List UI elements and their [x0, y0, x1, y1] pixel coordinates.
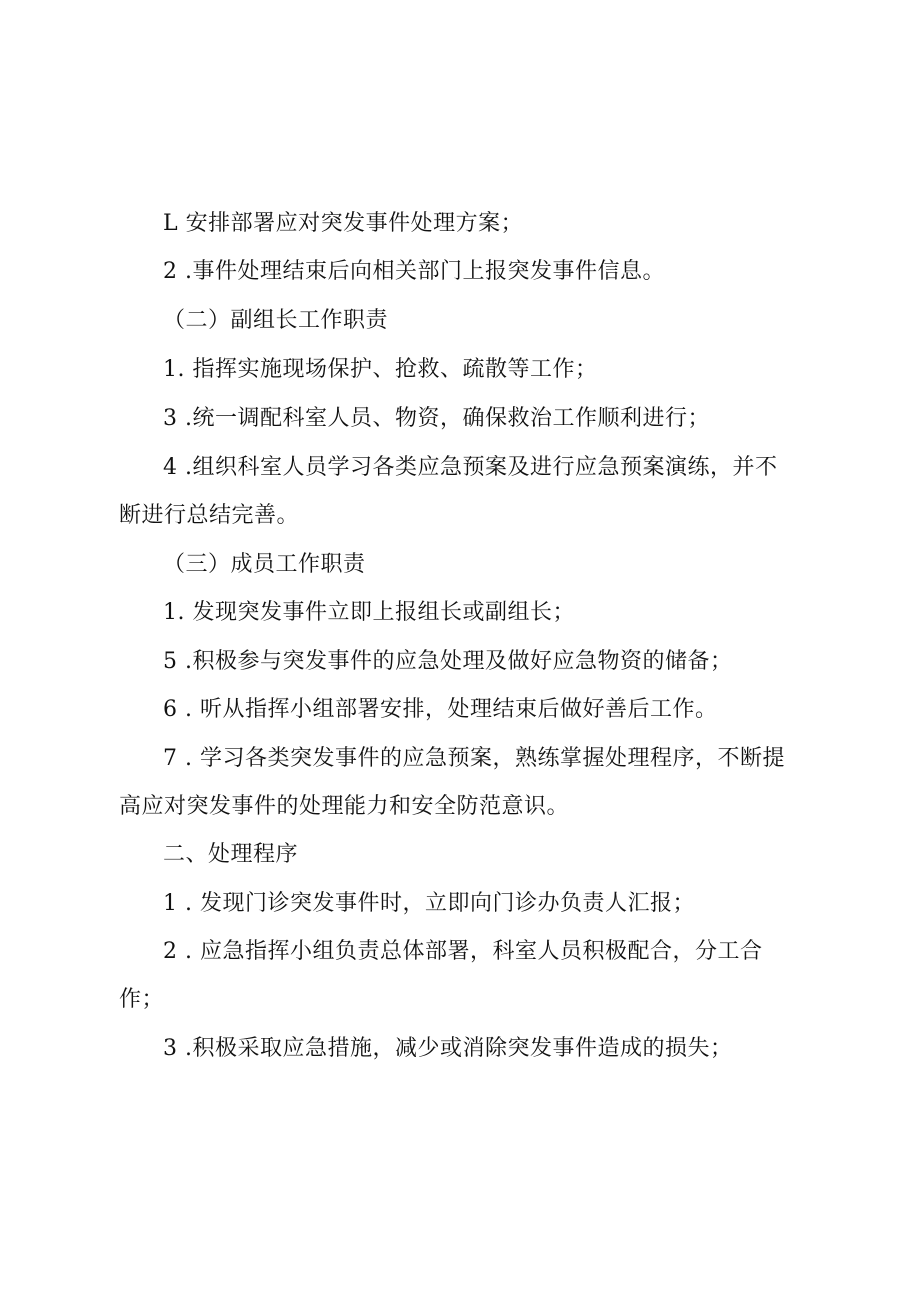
section-heading: （二）副组长工作职责	[163, 308, 389, 333]
section-heading: （三）成员工作职责	[163, 552, 366, 577]
paragraph-line: 作；	[119, 987, 165, 1012]
paragraph-line: 1. 发现突发事件立即上报组长或副组长；	[163, 600, 575, 625]
paragraph-line: 3 .积极采取应急措施，减少或消除突发事件造成的损失；	[163, 1036, 733, 1061]
paragraph-line: 断进行总结完善。	[119, 503, 300, 528]
paragraph-line: 2 . 应急指挥小组负责总体部署，科室人员积极配合，分工合	[163, 939, 763, 964]
paragraph-line: 7 . 学习各类突发事件的应急预案，熟练掌握处理程序，不断提	[163, 746, 785, 771]
paragraph-line: 1. 指挥实施现场保护、抢救、疏散等工作；	[163, 357, 598, 382]
paragraph-line: 高应对突发事件的处理能力和安全防范意识。	[119, 794, 570, 819]
paragraph-line: 5 .积极参与突发事件的应急处理及做好应急物资的储备；	[163, 649, 733, 674]
paragraph-line: 1 . 发现门诊突发事件时，立即向门诊办负责人汇报；	[163, 891, 695, 916]
section-heading: 二、处理程序	[163, 842, 299, 867]
paragraph-line: 6 . 听从指挥小组部署安排，处理结束后做好善后工作。	[163, 697, 718, 722]
paragraph-line: 2 .事件处理结束后向相关部门上报突发事件信息。	[163, 259, 665, 284]
paragraph-line: 3 .统一调配科室人员、物资，确保救治工作顺利进行；	[163, 406, 710, 431]
paragraph-line: L 安排部署应对突发事件处理方案；	[163, 211, 524, 236]
paragraph-line: 4 .组织科室人员学习各类应急预案及进行应急预案演练，并不	[163, 455, 778, 480]
